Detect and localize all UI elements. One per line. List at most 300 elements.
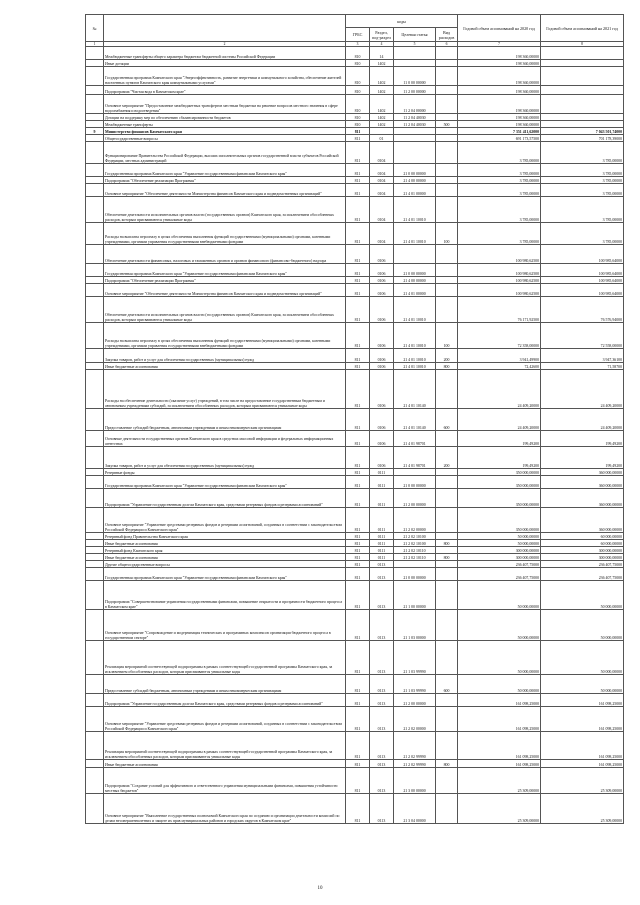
row-number — [86, 264, 104, 277]
row-name: Подпрограмма "Обеспечение реализации Программы" — [104, 277, 346, 284]
row-number — [86, 794, 104, 824]
row-section-code: 0104 — [370, 197, 394, 223]
table-row — [86, 641, 624, 675]
row-number — [86, 508, 104, 533]
table-row — [86, 60, 624, 67]
row-amount-2020: 161 098,25000 — [458, 732, 541, 760]
header-year-2020: Годовой объем ассигнований на 2020 год — [458, 15, 541, 42]
table-row — [86, 568, 624, 581]
row-grbs-code: 811 — [346, 732, 370, 760]
row-amount-2020: 198 360,00000 — [458, 114, 541, 121]
row-name: Основное мероприятие "Предоставление межбюджетных трансфертов местным бюджетам на решение вопросов местного значения в сфере водоснабжения и водоотведения" — [104, 95, 346, 114]
row-number — [86, 469, 104, 476]
table-row — [86, 370, 624, 409]
table-row — [86, 409, 624, 431]
column-index: 5 — [394, 42, 436, 47]
table-row — [86, 135, 624, 142]
row-section-code: 0106 — [370, 363, 394, 370]
row-number — [86, 245, 104, 264]
row-expense-type — [436, 197, 458, 223]
row-expense-type: 800 — [436, 363, 458, 370]
row-target-article: 21 1 00 00000 — [394, 581, 436, 610]
row-name: Иные бюджетные ассигнования — [104, 554, 346, 561]
row-name: Основные деятельности государственных органов Камчатского края в средствах массовой информации и федеральных информационных агентствах — [104, 431, 346, 447]
row-amount-2020: 25 309,00000 — [458, 768, 541, 794]
row-target-article: 21 4 01 10010 — [394, 197, 436, 223]
row-amount-2020: 350 000,00000 — [458, 476, 541, 489]
row-expense-type — [436, 694, 458, 707]
row-name: Резервный фонд Правительства Камчатского края — [104, 533, 346, 540]
row-number — [86, 694, 104, 707]
row-grbs-code: 810 — [346, 95, 370, 114]
row-target-article — [394, 135, 436, 142]
row-section-code: 0106 — [370, 245, 394, 264]
row-expense-type — [436, 533, 458, 540]
row-name: Иные дотации — [104, 60, 346, 67]
table-row — [86, 554, 624, 561]
row-grbs-code: 811 — [346, 533, 370, 540]
row-amount-2020: 300 000,00000 — [458, 547, 541, 554]
row-grbs-code: 811 — [346, 694, 370, 707]
table-row — [86, 223, 624, 245]
row-amount-2021: 7 043 501,74000 — [541, 128, 624, 135]
row-name: Подпрограмма "Обеспечение реализации Программы" — [104, 177, 346, 184]
row-name: Подпрограмма "Управление государственным долгом Камчатского края, средствами резервных фондов и резервами ассигнований" — [104, 694, 346, 707]
row-amount-2020: 24 409,20000 — [458, 370, 541, 409]
row-amount-2021: 300 000,00000 — [541, 554, 624, 561]
row-number — [86, 675, 104, 694]
row-expense-type — [436, 177, 458, 184]
table-row — [86, 675, 624, 694]
row-target-article: 11 2 04 40030 — [394, 114, 436, 121]
row-number — [86, 277, 104, 284]
row-name: Государственная программа Камчатского края "Управление государственными финансами Камчатского края" — [104, 264, 346, 277]
row-expense-type — [436, 277, 458, 284]
row-target-article: 21 0 00 00000 — [394, 568, 436, 581]
row-target-article: 21 0 00 00000 — [394, 476, 436, 489]
row-section-code: 0106 — [370, 284, 394, 297]
row-target-article: 21 2 00 00000 — [394, 694, 436, 707]
row-expense-type — [436, 547, 458, 554]
row-expense-type — [436, 641, 458, 675]
row-section-code: 1402 — [370, 60, 394, 67]
row-target-article — [394, 142, 436, 164]
row-amount-2021: 3 785,00000 — [541, 142, 624, 164]
row-target-article: 21 4 01 00000 — [394, 284, 436, 297]
row-name: Подпрограмма "Создание условий для эффективного и ответственного управления муниципальными финансами, повышения устойчивости местных бюджетов" — [104, 768, 346, 794]
row-target-article: 21 4 01 98701 — [394, 431, 436, 447]
row-number — [86, 760, 104, 768]
row-target-article — [394, 47, 436, 60]
row-target-article: 21 4 01 10140 — [394, 370, 436, 409]
row-grbs-code: 811 — [346, 554, 370, 561]
row-target-article: 11 2 04 00000 — [394, 95, 436, 114]
row-name: Обеспечение деятельности финансовых, налоговых и таможенных органов и органов финансового (финансово-бюджетного) надзора — [104, 245, 346, 264]
row-amount-2020: 24 409,20000 — [458, 409, 541, 431]
row-amount-2021: 3 785,00000 — [541, 223, 624, 245]
row-amount-2021: 199,49200 — [541, 431, 624, 447]
row-target-article: 21 4 01 10140 — [394, 409, 436, 431]
table-row — [86, 581, 624, 610]
row-amount-2021: 100 985,64000 — [541, 284, 624, 297]
table-row — [86, 284, 624, 297]
row-amount-2020: 50 000,00000 — [458, 540, 541, 547]
row-target-article: 21 2 02 10110 — [394, 554, 436, 561]
row-target-article: 21 4 01 10010 — [394, 363, 436, 370]
row-grbs-code: 811 — [346, 581, 370, 610]
row-amount-2021: 360 000,00000 — [541, 476, 624, 489]
row-grbs-code: 811 — [346, 489, 370, 508]
row-expense-type: 100 — [436, 223, 458, 245]
row-name: Иные бюджетные ассигнования — [104, 363, 346, 370]
row-target-article: 21 3 00 00000 — [394, 768, 436, 794]
row-grbs-code: 811 — [346, 363, 370, 370]
row-number — [86, 67, 104, 86]
row-amount-2021 — [541, 114, 624, 121]
row-target-article: 21 2 02 99990 — [394, 760, 436, 768]
row-target-article: 21 4 01 10010 — [394, 223, 436, 245]
row-amount-2020: 161 098,25000 — [458, 694, 541, 707]
row-section-code: 0111 — [370, 508, 394, 533]
row-section-code: 0106 — [370, 297, 394, 323]
row-grbs-code: 810 — [346, 47, 370, 60]
row-amount-2021: 236 407,75000 — [541, 561, 624, 568]
row-amount-2021: 100 985,64000 — [541, 277, 624, 284]
row-amount-2020: 100 980,62500 — [458, 284, 541, 297]
row-section-code: 0113 — [370, 610, 394, 641]
row-amount-2020: 50 000,00000 — [458, 675, 541, 694]
row-amount-2021: 71,58700 — [541, 363, 624, 370]
row-amount-2020: 198 360,00000 — [458, 47, 541, 60]
table-row — [86, 323, 624, 349]
row-grbs-code: 811 — [346, 431, 370, 447]
row-section-code: 0106 — [370, 264, 394, 277]
table-row — [86, 245, 624, 264]
row-grbs-code: 811 — [346, 707, 370, 732]
row-section-code: 0113 — [370, 694, 394, 707]
column-index: 6 — [436, 42, 458, 47]
table-row — [86, 114, 624, 121]
row-name: Расходы на обеспечение деятельности (оказание услуг) учреждений, в том числе на предоставление государственным бюджетным и автономным учреждениям субсидий, за исключением обособленных расходов, которым присваиваются уникальные коды — [104, 370, 346, 409]
row-grbs-code: 811 — [346, 610, 370, 641]
row-number — [86, 641, 104, 675]
row-section-code: 0113 — [370, 561, 394, 568]
row-section-code: 0104 — [370, 164, 394, 177]
row-amount-2021: 50 000,00000 — [541, 581, 624, 610]
row-amount-2020: 50 000,00000 — [458, 581, 541, 610]
row-amount-2020: 3 785,00000 — [458, 184, 541, 197]
row-amount-2021 — [541, 86, 624, 95]
row-name: Межбюджетные трансферты — [104, 121, 346, 128]
row-expense-type — [436, 95, 458, 114]
row-amount-2021: 24 409,20000 — [541, 370, 624, 409]
header-expense-type: Вид расходов — [436, 28, 458, 42]
header-codes-group: коды — [346, 15, 458, 28]
table-row — [86, 540, 624, 547]
row-amount-2020: 3 785,00000 — [458, 177, 541, 184]
row-name: Государственная программа Камчатского края "Энергоэффективность, развитие энергетики и коммунального хозяйства, обеспечение жителей населенных пунктов Камчатского края коммунальными услугами" — [104, 67, 346, 86]
row-amount-2021: 72 558,00000 — [541, 323, 624, 349]
row-number — [86, 533, 104, 540]
row-name: Подпрограмма "Управление государственным долгом Камчатского края, средствами резервных фондов и резервами ассигнований" — [104, 489, 346, 508]
row-name: Функционирование Правительства Российской Федерации, высших исполнительных органов государственной власти субъектов Российской Федерации, местных администраций — [104, 142, 346, 164]
row-amount-2020: 72,42600 — [458, 363, 541, 370]
row-number — [86, 323, 104, 349]
row-expense-type — [436, 86, 458, 95]
row-target-article: 21 1 03 00000 — [394, 610, 436, 641]
table-row — [86, 561, 624, 568]
row-name: Государственная программа Камчатского края "Управление государственными финансами Камчатского края" — [104, 164, 346, 177]
table-row — [86, 732, 624, 760]
row-grbs-code: 811 — [346, 142, 370, 164]
row-grbs-code: 811 — [346, 297, 370, 323]
row-section-code: 0106 — [370, 277, 394, 284]
row-target-article: 21 3 04 00000 — [394, 794, 436, 824]
row-name: Подпрограмма "Совершенствование управления государственными финансами, повышение открытости и прозрачности бюджетного процесса в Камчатском крае" — [104, 581, 346, 610]
row-amount-2021: 25 309,00000 — [541, 794, 624, 824]
row-amount-2020: 50 000,00000 — [458, 533, 541, 540]
row-grbs-code: 811 — [346, 184, 370, 197]
row-section-code: 0113 — [370, 581, 394, 610]
table-row — [86, 95, 624, 114]
row-number — [86, 489, 104, 508]
row-name: Обеспечение деятельности исполнительных органов власти (государственных органов) Камчатского края, за исключением обособленных расходов, которым присваиваются уникальные коды — [104, 297, 346, 323]
row-name: Основное мероприятие "Управление средствами резервных фондов и резервами ассигнований, созданных в соответствии с законодательством Российской Федерации и Камчатского края" — [104, 508, 346, 533]
column-index: 8 — [541, 42, 624, 47]
row-name: Основное мероприятие "Обеспечение деятельности Министерства финансов Камчатского края и подведомственных организаций" — [104, 184, 346, 197]
row-number — [86, 554, 104, 561]
row-amount-2021: 360 000,00000 — [541, 489, 624, 508]
row-expense-type — [436, 732, 458, 760]
row-section-code: 1402 — [370, 86, 394, 95]
row-section-code: 0106 — [370, 323, 394, 349]
row-expense-type — [436, 135, 458, 142]
row-amount-2020: 300 000,00000 — [458, 554, 541, 561]
row-expense-type — [436, 489, 458, 508]
row-grbs-code: 811 — [346, 409, 370, 431]
row-number — [86, 197, 104, 223]
row-number — [86, 561, 104, 568]
row-amount-2020: 50 000,00000 — [458, 641, 541, 675]
row-amount-2020: 199,49200 — [458, 431, 541, 447]
header-target-article: Целевая статья — [394, 28, 436, 42]
row-amount-2021 — [541, 67, 624, 86]
row-name: Подпрограмма "Чистая вода в Камчатском крае" — [104, 86, 346, 95]
row-expense-type: 200 — [436, 349, 458, 363]
row-number — [86, 540, 104, 547]
budget-document-page — [85, 14, 623, 824]
row-target-article: 21 4 01 10010 — [394, 323, 436, 349]
row-amount-2020: 350 000,00000 — [458, 489, 541, 508]
row-amount-2021: 3 785,00000 — [541, 164, 624, 177]
row-section-code: 0111 — [370, 533, 394, 540]
row-amount-2020: 161 098,25000 — [458, 707, 541, 732]
row-number — [86, 60, 104, 67]
row-amount-2021: 161 098,25000 — [541, 732, 624, 760]
table-row — [86, 431, 624, 447]
row-grbs-code: 811 — [346, 277, 370, 284]
row-grbs-code: 811 — [346, 447, 370, 469]
table-row — [86, 610, 624, 641]
row-amount-2020: 198 360,00000 — [458, 60, 541, 67]
row-section-code: 0104 — [370, 142, 394, 164]
row-amount-2021: 161 098,25000 — [541, 760, 624, 768]
row-amount-2021: 161 098,25000 — [541, 694, 624, 707]
row-expense-type — [436, 128, 458, 135]
row-grbs-code: 810 — [346, 60, 370, 67]
row-target-article: 21 1 03 99990 — [394, 641, 436, 675]
row-amount-2020: 691 173,57500 — [458, 135, 541, 142]
row-amount-2020: 198 360,00000 — [458, 121, 541, 128]
row-number — [86, 732, 104, 760]
row-grbs-code: 811 — [346, 264, 370, 277]
table-row — [86, 197, 624, 223]
row-grbs-code: 811 — [346, 245, 370, 264]
row-section-code: 0111 — [370, 540, 394, 547]
row-section-code: 0106 — [370, 409, 394, 431]
row-amount-2021: 76 576,94000 — [541, 297, 624, 323]
row-section-code: 0113 — [370, 675, 394, 694]
row-amount-2020: 7 351 411,62000 — [458, 128, 541, 135]
row-name: Реализация мероприятий соответствующей подпрограммы в рамках соответствующей государственной программы Камчатского края, за исключением обособленных расходов, которым присваиваются уникальные коды — [104, 641, 346, 675]
row-grbs-code: 811 — [346, 768, 370, 794]
row-section-code: 1402 — [370, 121, 394, 128]
row-target-article: 11 0 00 00000 — [394, 67, 436, 86]
row-name: Межбюджетные трансферты общего характера бюджетам бюджетной системы Российской Федерации — [104, 47, 346, 60]
row-section-code: 1402 — [370, 114, 394, 121]
row-name: Другие общегосударственные вопросы — [104, 561, 346, 568]
table-row — [86, 447, 624, 469]
row-grbs-code: 811 — [346, 508, 370, 533]
row-expense-type — [436, 561, 458, 568]
row-target-article — [394, 60, 436, 67]
table-row — [86, 177, 624, 184]
row-target-article: 21 2 02 99990 — [394, 732, 436, 760]
row-target-article — [394, 128, 436, 135]
row-number — [86, 768, 104, 794]
row-name: Предоставление субсидий бюджетным, автономным учреждениям и иным некоммерческим организациям — [104, 675, 346, 694]
row-expense-type — [436, 297, 458, 323]
row-amount-2021: 199,49200 — [541, 447, 624, 469]
row-name: Иные бюджетные ассигнования — [104, 540, 346, 547]
table-row — [86, 142, 624, 164]
column-index: 4 — [370, 42, 394, 47]
row-amount-2021: 236 407,75000 — [541, 568, 624, 581]
table-row — [86, 264, 624, 277]
row-expense-type — [436, 768, 458, 794]
row-section-code: 0113 — [370, 732, 394, 760]
row-expense-type — [436, 370, 458, 409]
row-grbs-code: 810 — [346, 67, 370, 86]
row-section-code: 0111 — [370, 547, 394, 554]
row-name: Государственная программа Камчатского края "Управление государственными финансами Камчатского края" — [104, 568, 346, 581]
row-amount-2020: 100 980,62500 — [458, 245, 541, 264]
row-number — [86, 47, 104, 60]
row-name: Министерство финансов Камчатского края — [104, 128, 346, 135]
table-row — [86, 121, 624, 128]
row-name: Иные бюджетные ассигнования — [104, 760, 346, 768]
row-amount-2021: 24 409,20000 — [541, 409, 624, 431]
row-amount-2020: 3 785,00000 — [458, 142, 541, 164]
row-amount-2021: 50 000,00000 — [541, 610, 624, 641]
row-section-code: 1402 — [370, 67, 394, 86]
row-section-code: 14 — [370, 47, 394, 60]
row-amount-2020: 3 785,00000 — [458, 197, 541, 223]
row-expense-type — [436, 245, 458, 264]
table-row — [86, 469, 624, 476]
row-section-code: 0113 — [370, 641, 394, 675]
row-expense-type — [436, 142, 458, 164]
row-expense-type: 200 — [436, 447, 458, 469]
row-target-article: 21 2 02 00000 — [394, 707, 436, 732]
row-target-article: 21 4 01 10010 — [394, 349, 436, 363]
row-amount-2020: 350 000,00000 — [458, 508, 541, 533]
row-target-article: 21 0 00 00000 — [394, 164, 436, 177]
table-row — [86, 476, 624, 489]
table-row — [86, 184, 624, 197]
row-name: Резервные фонды — [104, 469, 346, 476]
row-grbs-code: 811 — [346, 794, 370, 824]
row-amount-2021: 25 309,00000 — [541, 768, 624, 794]
row-amount-2020: 199,49200 — [458, 447, 541, 469]
row-number — [86, 476, 104, 489]
row-grbs-code: 811 — [346, 561, 370, 568]
row-section-code — [370, 128, 394, 135]
row-amount-2020: 25 309,00000 — [458, 794, 541, 824]
row-name: Государственная программа Камчатского края "Управление государственными финансами Камчатского края" — [104, 476, 346, 489]
row-number — [86, 135, 104, 142]
row-section-code: 0106 — [370, 349, 394, 363]
row-number — [86, 707, 104, 732]
row-amount-2021: 3 947,36100 — [541, 349, 624, 363]
row-target-article: 21 1 03 99990 — [394, 675, 436, 694]
row-grbs-code: 811 — [346, 641, 370, 675]
table-row — [86, 533, 624, 540]
row-number — [86, 114, 104, 121]
row-number — [86, 610, 104, 641]
row-section-code: 0113 — [370, 760, 394, 768]
row-amount-2021: 100 985,64000 — [541, 245, 624, 264]
table-row — [86, 363, 624, 370]
row-target-article — [394, 245, 436, 264]
row-expense-type — [436, 476, 458, 489]
row-amount-2021: 3 785,00000 — [541, 197, 624, 223]
column-index: 3 — [346, 42, 370, 47]
row-name: Основное мероприятие "Обеспечение деятельности Министерства финансов Камчатского края и подведомственных организаций" — [104, 284, 346, 297]
row-grbs-code: 811 — [346, 223, 370, 245]
row-expense-type — [436, 264, 458, 277]
row-amount-2021 — [541, 95, 624, 114]
row-target-article: 21 0 00 00000 — [394, 264, 436, 277]
row-expense-type — [436, 794, 458, 824]
table-row — [86, 707, 624, 732]
row-target-article: 21 2 02 10100 — [394, 533, 436, 540]
row-grbs-code: 811 — [346, 540, 370, 547]
row-name: Предоставление субсидий бюджетным, автономным учреждениям и иным некоммерческим организациям — [104, 409, 346, 431]
row-number — [86, 370, 104, 409]
row-target-article — [394, 561, 436, 568]
row-name: Основное мероприятие "Выполнение государственных полномочий Камчатского края по созданию и организации деятельности комиссий по делам несовершеннолетних и защите их прав муниципальных районов и городских округов в Камчатском крае" — [104, 794, 346, 824]
row-section-code: 0113 — [370, 768, 394, 794]
row-expense-type — [436, 469, 458, 476]
row-amount-2020: 350 000,00000 — [458, 469, 541, 476]
row-section-code: 0111 — [370, 469, 394, 476]
row-section-code: 0113 — [370, 568, 394, 581]
row-name: Реализация мероприятий соответствующей подпрограммы в рамках соответствующей государственной программы Камчатского края, за исключением обособленных расходов, которым присваиваются уникальные коды — [104, 732, 346, 760]
column-index: 7 — [458, 42, 541, 47]
row-grbs-code: 811 — [346, 370, 370, 409]
row-number — [86, 86, 104, 95]
